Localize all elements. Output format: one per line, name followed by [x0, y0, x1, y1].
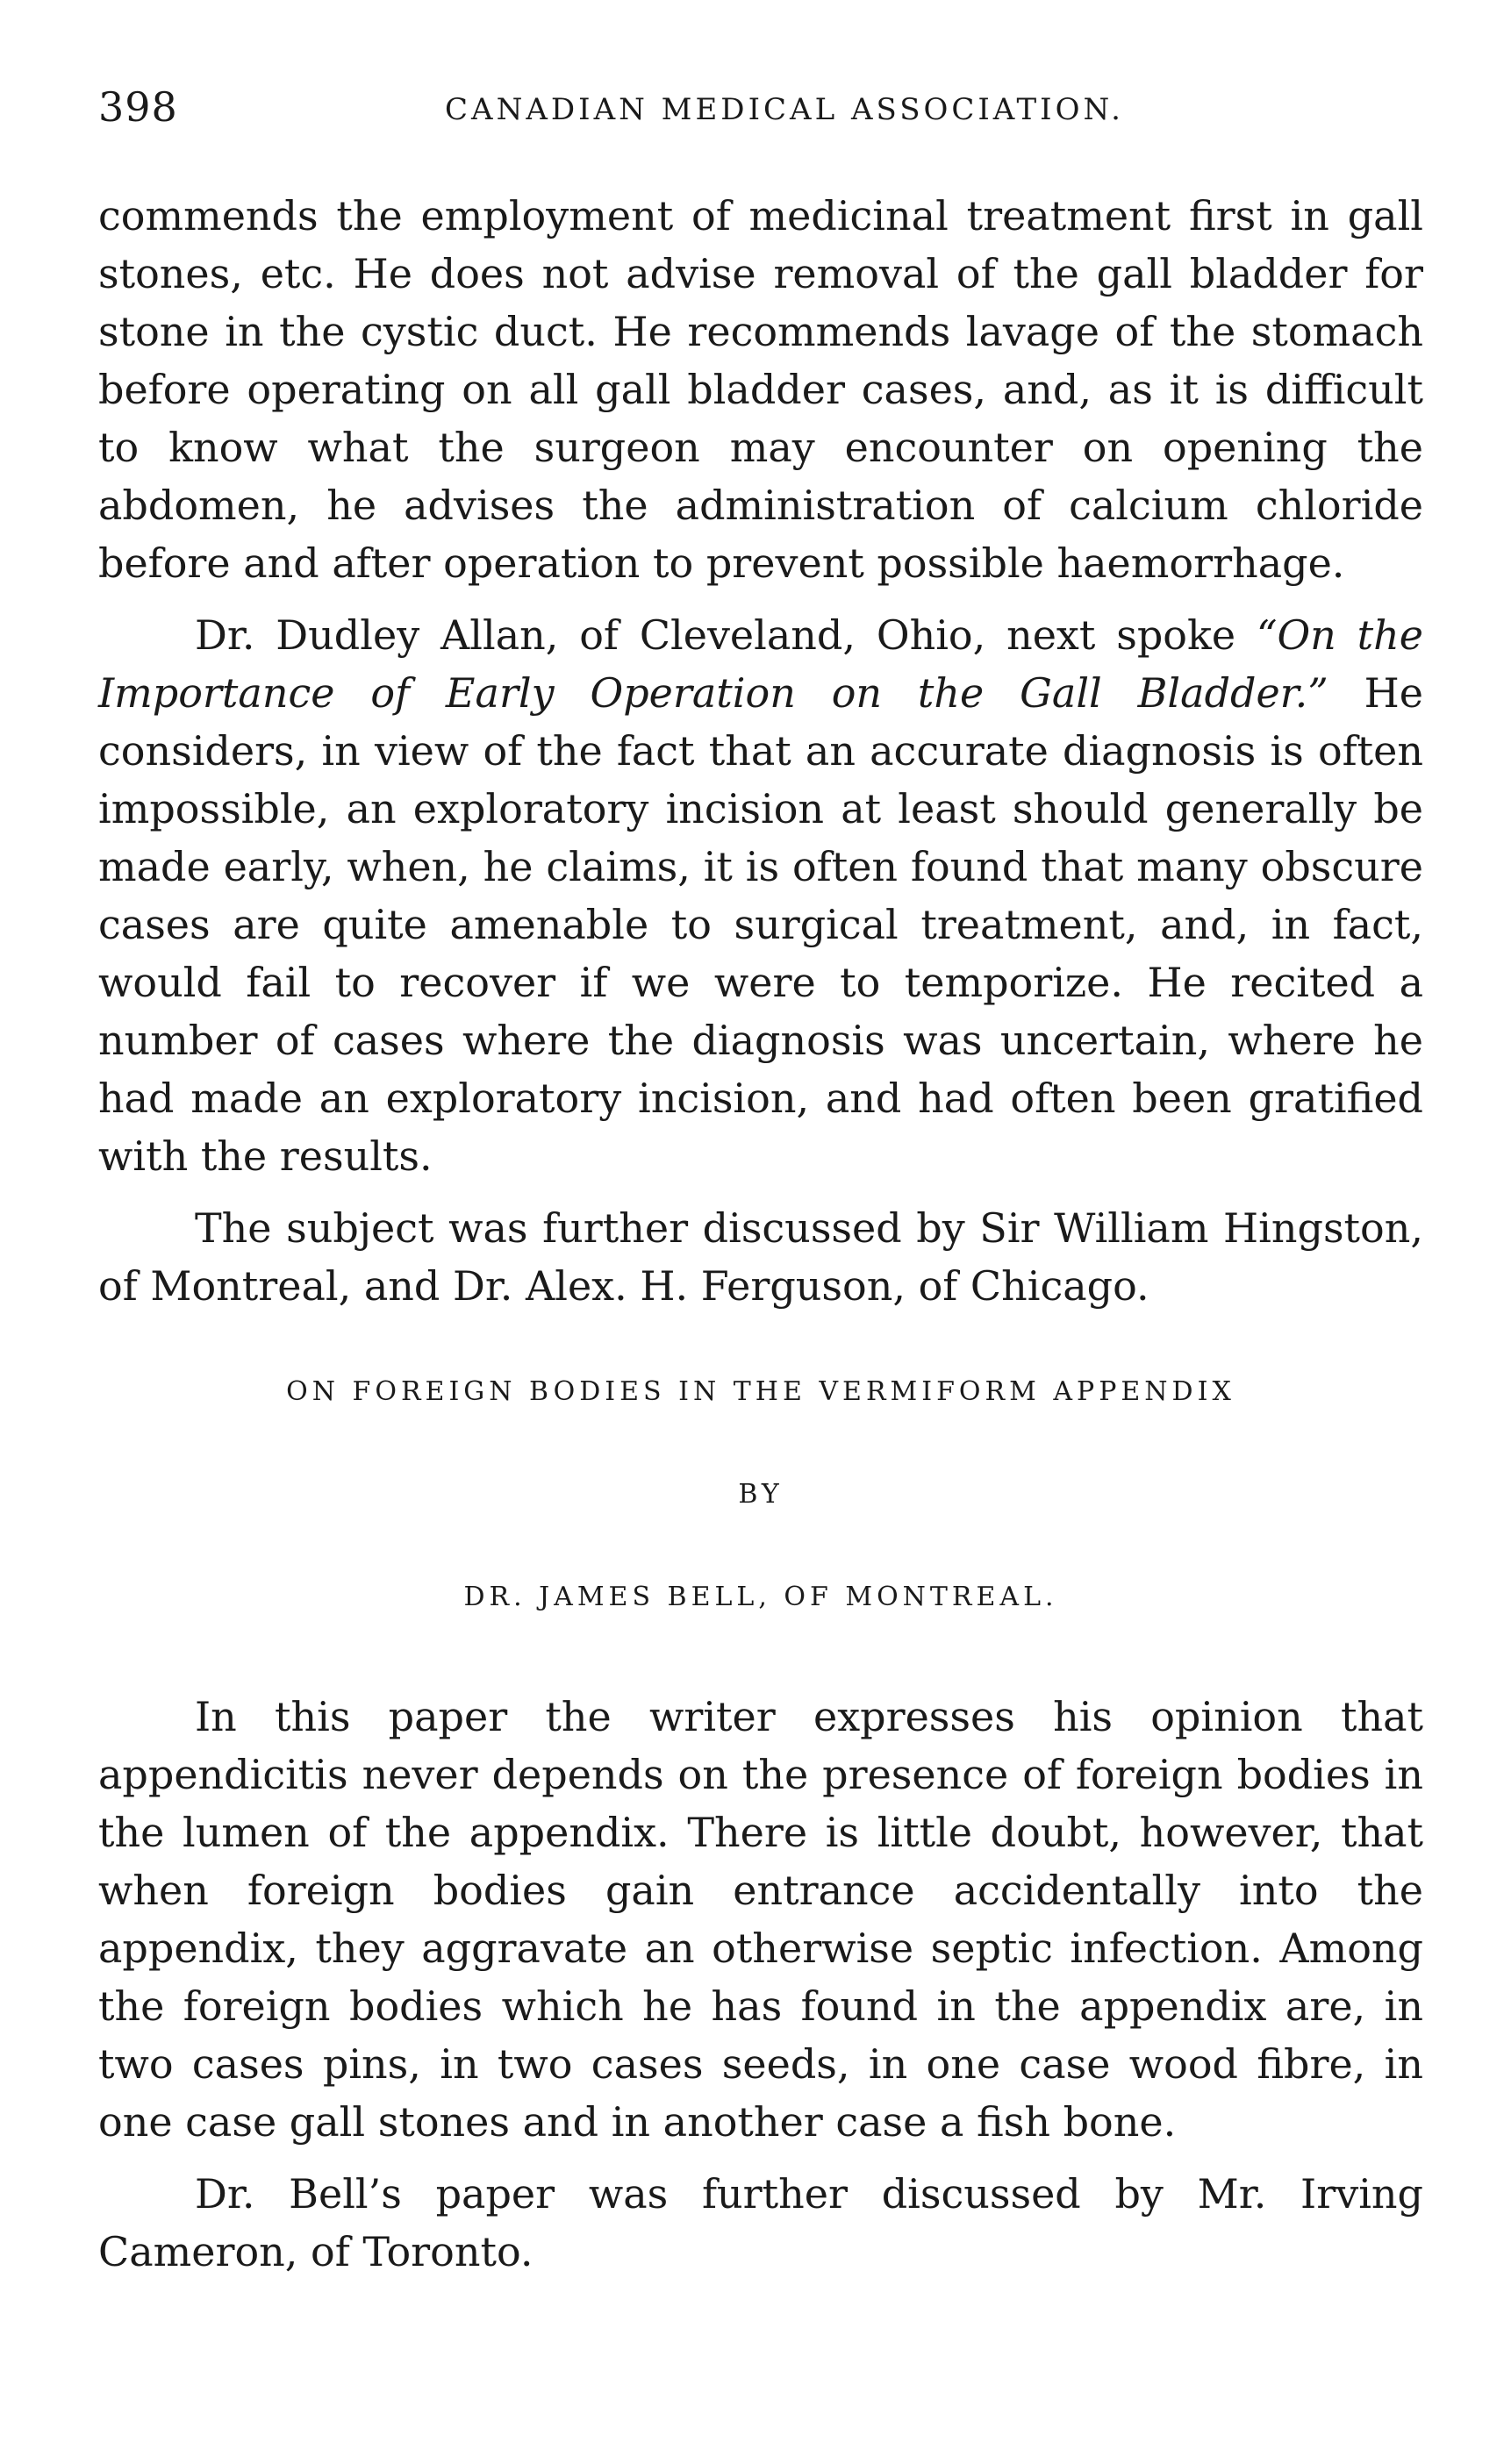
book-page [98, 83, 1423, 2295]
page-number: 398 [98, 83, 178, 131]
paper-title-italic: “On the Importance of Early Operation on the Gall Bladder.” [98, 611, 1424, 717]
article-title: ON FOREIGN BODIES IN THE VERMIFORM APPENDIX [286, 1376, 1235, 1407]
paragraph-continuation: commends the employment of medicinal treatment first in gall stones, etc. He does not advise removal of the gall bladder for stone in the cystic duct. He recommends lavage of the stomach before operating on all gall bladder cases, and, as it is difficult to know what the surgeon may encounter on opening the abdomen, he advises the administration of calcium chloride before and after operation to prevent possible haemorrhage. [98, 192, 1423, 587]
running-head [98, 83, 1423, 136]
paragraph-bell-discussion: Dr. Bell’s paper was further discussed by Mr. Irving Cameron, of Toronto. [98, 2170, 1423, 2275]
paragraph-text: He considers, in view of the fact that an accurate diagnosis is often impossible, an exploratory incision at least should generally be made early, when, he claims, it is often found that many obscure cases are quite amenable to surgical treatment, and, in fact, would fail to recover if we were to temporize. He recited a number of cases where the diagnosis was uncertain, where he had made an exploratory incision, and had often been gratified with the results. [98, 669, 1423, 1180]
paragraph-text: Dr. Dudley Allan, of Cleveland, Ohio, next spoke [195, 611, 1257, 659]
article-author: DR. JAMES BELL, OF MONTREAL. [463, 1582, 1058, 1612]
paragraph-bell-summary: In this paper the writer expresses his opinion that appendicitis never depends on the presence of foreign bodies in the lumen of the appendix. There is little doubt, however, that when foreign bodies gain entrance accidentally into the appendix, they aggravate an otherwise septic infection. Among the foreign bodies which he has found in the appendix are, in two cases pins, in two cases seeds, in one case wood fibre, in one case gall stones and in another case a fish bone. [98, 1693, 1423, 2146]
journal-title: CANADIAN MEDICAL ASSOCIATION. [445, 92, 1124, 127]
paragraph-discussion: The subject was further discussed by Sir William Hingston, of Montreal, and Dr. Alex. H. Ferguson, of Chicago. [98, 1204, 1423, 1310]
paragraph-dudley-allan [98, 606, 1423, 1185]
article-byline: BY [738, 1479, 784, 1510]
